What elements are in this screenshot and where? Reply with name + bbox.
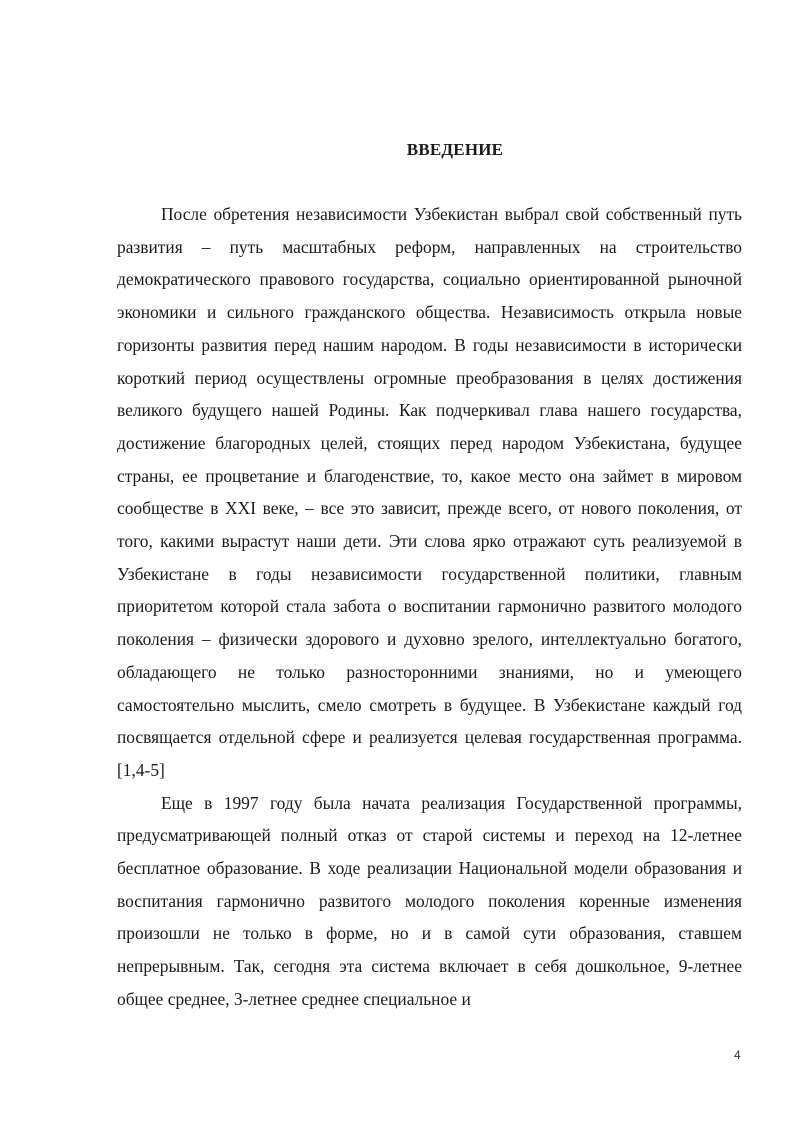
page-number: 4 xyxy=(734,1048,741,1062)
body-text xyxy=(117,198,742,1016)
section-heading: ВВЕДЕНИЕ xyxy=(406,140,504,159)
paragraph-2: Еще в 1997 году была начата реализация Государственной программы, предусматривающей полный отказ от старой системы и переход на 12-летнее бесплатное образование. В ходе реализации Национальной модели образования и воспитания гармонично развитого молодого поколения коренные изменения произошли не только в форме, но и в самой сути образования, ставшем непрерывным. Так, сегодня эта система включает в себя дошкольное, 9-летнее общее среднее, 3-летнее среднее специальное и xyxy=(117,792,742,1009)
paragraph-1: После обретения независимости Узбекистан выбрал свой собственный путь развития – путь масштабных реформ, направленных на строительство демократического правового государства, социально ориентированной рыночной экономики и сильного гражданского общества. Независимость открыла новые горизонты развития перед нашим народом. В годы независимости в исторически короткий период осуществлены огромные преобразования в целях достижения великого будущего нашей Родины. Как подчеркивал глава нашего государства, достижение благородных целей, стоящих перед народом Узбекистана, будущее страны, ее процветание и благоденствие, то, какое место она займет в мировом сообществе в XXI веке, – все это зависит, прежде всего, от нового поколения, от того, какими вырастут наши дети. Эти слова ярко отражают суть реализуемой в Узбекистане в годы независимости государственной политики, главным приоритетом которой стала забота о воспитании гармонично развитого молодого поколения – физически здорового и духовно зрелого, интеллектуально богатого, обладающего не только разносторонними знаниями, но и умеющего самостоятельно мыслить, смело смотреть в будущее. В Узбекистане каждый год посвящается отдельной сфере и реализуется целевая государственная программа. [1,4-5] xyxy=(117,204,742,780)
